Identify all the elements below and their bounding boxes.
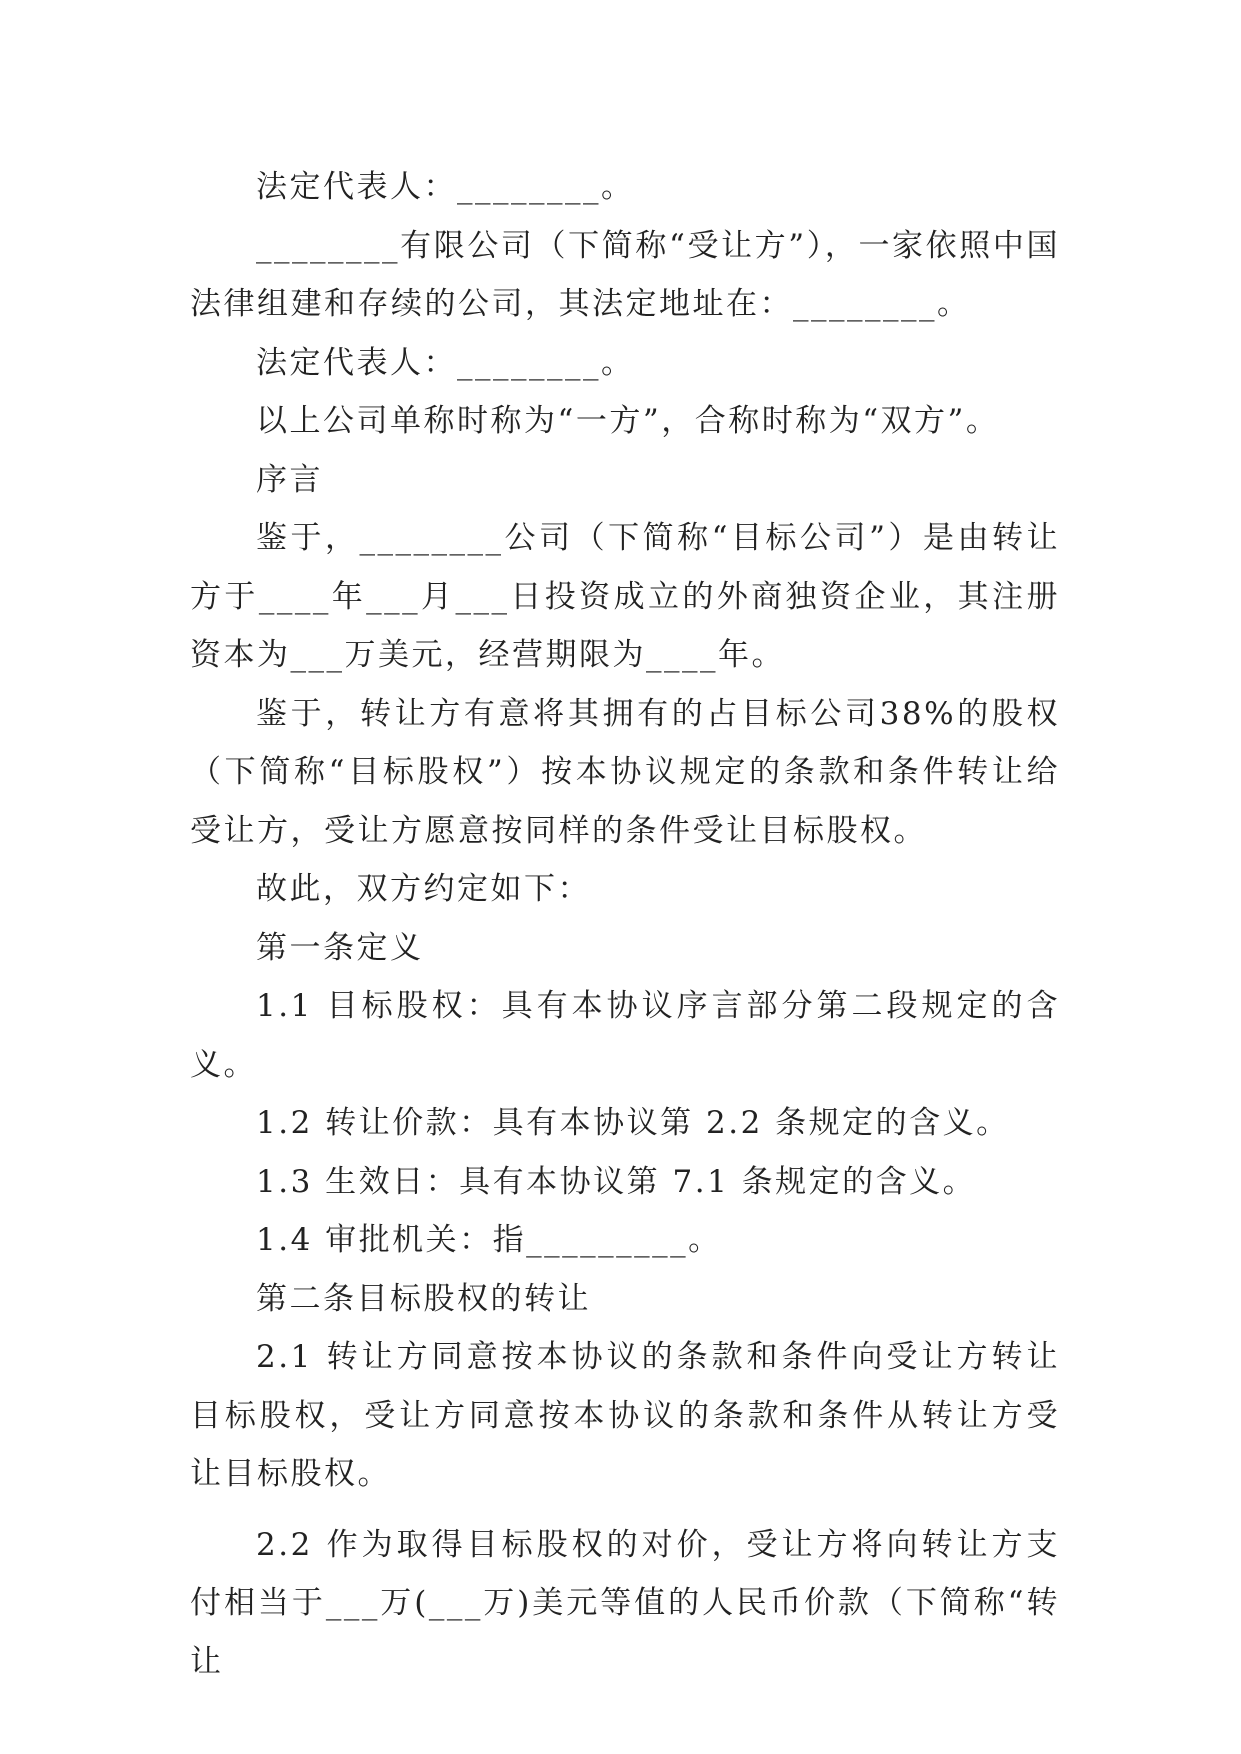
paragraph-legal-representative-1: 法定代表人：________。 bbox=[256, 169, 635, 205]
heading-article-2: 第二条目标股权的转让 bbox=[256, 1280, 591, 1317]
paragraph-party-names: 以上公司单称时称为“一方”，合称时称为“双方”。 bbox=[256, 403, 1000, 439]
heading-preamble: 序言 bbox=[256, 461, 323, 498]
clause-2-2: 2.2 作为取得目标股权的对价，受让方将向转让方支付相当于___万(___万)美元等值的人民币价款（下简称“转让 bbox=[190, 1526, 1060, 1680]
heading-article-1: 第一条定义 bbox=[256, 929, 424, 966]
paragraph-legal-representative-2: 法定代表人：________。 bbox=[256, 344, 635, 381]
clause-1-4: 1.4 审批机关：指_________。 bbox=[256, 1222, 722, 1258]
document-body bbox=[190, 158, 1060, 1691]
paragraph-whereas-2: 鉴于，转让方有意将其拥有的占目标公司38%的股权（下简称“目标股权”）按本协议规定的条款和条件转让给受让方，受让方愿意按同样的条件受让目标股权。 bbox=[190, 695, 1060, 849]
clause-1-3: 1.3 生效日：具有本协议第 7.1 条规定的含义。 bbox=[256, 1163, 977, 1200]
paragraph-transferee-intro: ________有限公司（下简称“受让方”），一家依照中国法律组建和存续的公司，其法定地址在：________。 bbox=[190, 227, 1060, 322]
clause-1-1: 1.1 目标股权：具有本协议序言部分第二段规定的含义。 bbox=[190, 988, 1060, 1083]
paragraph-whereas-1: 鉴于，________公司（下简称“目标公司”）是由转让方于____年___月___日投资成立的外商独资企业，其注册资本为___万美元，经营期限为____年。 bbox=[190, 520, 1060, 673]
clause-2-1: 2.1 转让方同意按本协议的条款和条件向受让方转让目标股权，受让方同意按本协议的条款和条件从转让方受让目标股权。 bbox=[190, 1339, 1060, 1492]
clause-1-2: 1.2 转让价款：具有本协议第 2.2 条规定的含义。 bbox=[256, 1105, 1010, 1141]
paragraph-agreement-intro: 故此，双方约定如下： bbox=[256, 871, 591, 907]
